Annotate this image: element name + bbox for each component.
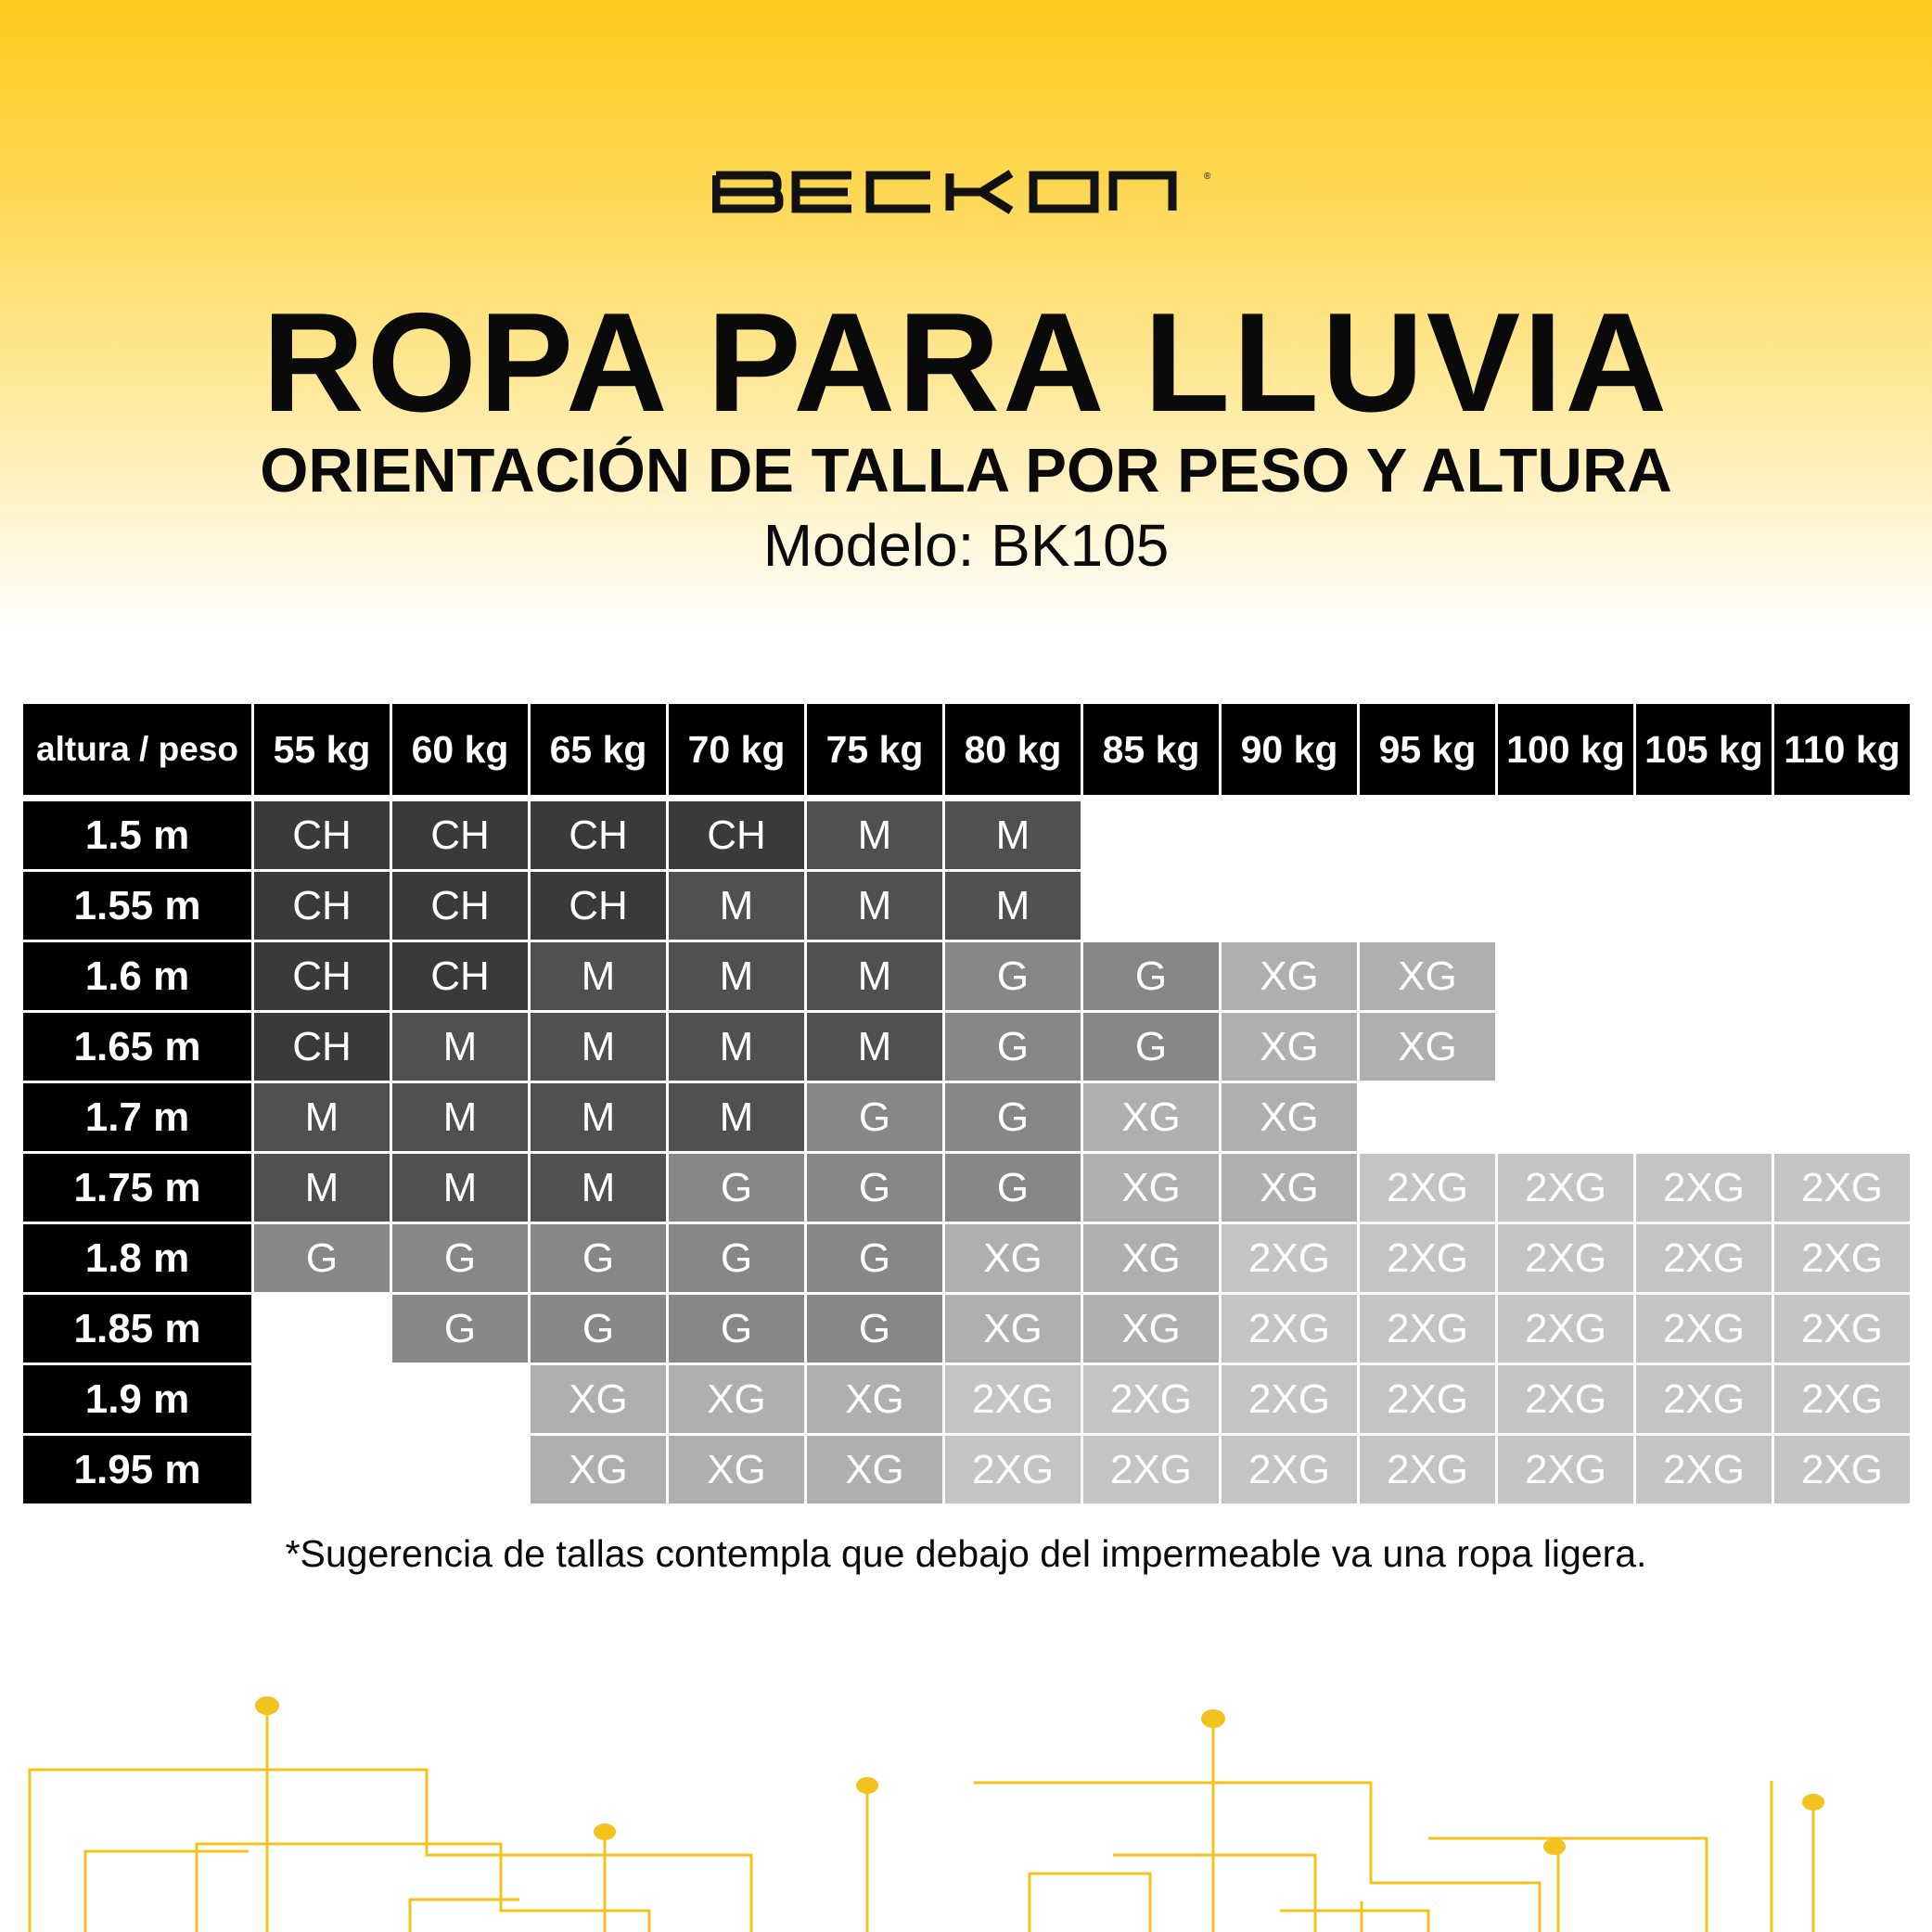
size-cell: M bbox=[531, 1154, 666, 1222]
empty-cell bbox=[254, 1295, 390, 1363]
weight-header: 105 kg bbox=[1636, 704, 1772, 795]
size-cell: XG bbox=[1222, 1083, 1357, 1151]
size-row bbox=[23, 1154, 1910, 1222]
size-cell: M bbox=[531, 1083, 666, 1151]
size-cell: G bbox=[807, 1224, 942, 1292]
size-cell: XG bbox=[1222, 1013, 1357, 1081]
size-cell: 2XG bbox=[1360, 1365, 1495, 1433]
size-cell: 2XG bbox=[1636, 1295, 1772, 1363]
size-row bbox=[23, 1365, 1910, 1433]
size-cell: G bbox=[392, 1224, 528, 1292]
size-cell: 2XG bbox=[1774, 1154, 1910, 1222]
size-cell: G bbox=[807, 1154, 942, 1222]
size-cell: M bbox=[392, 1083, 528, 1151]
size-cell: XG bbox=[1083, 1083, 1219, 1151]
empty-cell bbox=[1774, 1083, 1910, 1151]
weight-header: 55 kg bbox=[254, 704, 390, 795]
empty-cell bbox=[1774, 942, 1910, 1010]
empty-cell bbox=[1636, 801, 1772, 869]
empty-cell bbox=[1222, 872, 1357, 940]
size-cell: 2XG bbox=[1222, 1295, 1357, 1363]
size-cell: CH bbox=[392, 942, 528, 1010]
size-chart-table bbox=[20, 701, 1913, 1506]
size-cell: XG bbox=[1222, 942, 1357, 1010]
size-row bbox=[23, 1013, 1910, 1081]
circuit-decoration bbox=[0, 1670, 1932, 1932]
empty-cell bbox=[1774, 872, 1910, 940]
size-cell: CH bbox=[669, 801, 804, 869]
weight-header: 95 kg bbox=[1360, 704, 1495, 795]
size-cell: 2XG bbox=[1222, 1436, 1357, 1503]
height-label: 1.5 m bbox=[23, 801, 251, 869]
size-cell: M bbox=[669, 872, 804, 940]
size-cell: G bbox=[669, 1295, 804, 1363]
size-cell: M bbox=[531, 942, 666, 1010]
size-cell: 2XG bbox=[945, 1436, 1081, 1503]
size-cell: 2XG bbox=[1222, 1224, 1357, 1292]
empty-cell bbox=[254, 1436, 390, 1503]
empty-cell bbox=[1083, 872, 1219, 940]
weight-header: 65 kg bbox=[531, 704, 666, 795]
weight-header: 60 kg bbox=[392, 704, 528, 795]
size-cell: CH bbox=[254, 801, 390, 869]
size-cell: 2XG bbox=[1498, 1154, 1633, 1222]
size-cell: CH bbox=[254, 872, 390, 940]
size-cell: G bbox=[669, 1154, 804, 1222]
size-cell: CH bbox=[531, 872, 666, 940]
size-cell: 2XG bbox=[1360, 1154, 1495, 1222]
height-label: 1.7 m bbox=[23, 1083, 251, 1151]
height-label: 1.9 m bbox=[23, 1365, 251, 1433]
size-cell: M bbox=[254, 1083, 390, 1151]
height-label: 1.6 m bbox=[23, 942, 251, 1010]
size-cell: XG bbox=[1083, 1224, 1219, 1292]
size-cell: XG bbox=[669, 1436, 804, 1503]
empty-cell bbox=[1498, 1013, 1633, 1081]
empty-cell bbox=[1636, 942, 1772, 1010]
size-cell: 2XG bbox=[1636, 1154, 1772, 1222]
size-cell: 2XG bbox=[1498, 1295, 1633, 1363]
size-cell: 2XG bbox=[1083, 1436, 1219, 1503]
size-cell: G bbox=[669, 1224, 804, 1292]
empty-cell bbox=[1360, 801, 1495, 869]
weight-header: 90 kg bbox=[1222, 704, 1357, 795]
size-cell: 2XG bbox=[1360, 1436, 1495, 1503]
size-cell: 2XG bbox=[1774, 1224, 1910, 1292]
weight-header: 80 kg bbox=[945, 704, 1081, 795]
size-cell: M bbox=[254, 1154, 390, 1222]
weight-header: 100 kg bbox=[1498, 704, 1633, 795]
size-cell: XG bbox=[945, 1295, 1081, 1363]
size-cell: 2XG bbox=[1774, 1295, 1910, 1363]
empty-cell bbox=[1498, 801, 1633, 869]
size-cell: XG bbox=[945, 1224, 1081, 1292]
size-cell: G bbox=[1083, 942, 1219, 1010]
weight-header: 75 kg bbox=[807, 704, 942, 795]
size-cell: 2XG bbox=[1636, 1224, 1772, 1292]
size-cell: 2XG bbox=[1083, 1365, 1219, 1433]
size-cell: XG bbox=[1083, 1154, 1219, 1222]
size-cell: G bbox=[531, 1295, 666, 1363]
size-row bbox=[23, 872, 1910, 940]
size-cell: 2XG bbox=[1498, 1365, 1633, 1433]
beckon-logo bbox=[712, 170, 1218, 214]
size-cell: XG bbox=[669, 1365, 804, 1433]
size-cell: 2XG bbox=[1222, 1365, 1357, 1433]
size-row bbox=[23, 1436, 1910, 1503]
size-cell: G bbox=[945, 942, 1081, 1010]
size-cell: XG bbox=[1083, 1295, 1219, 1363]
empty-cell bbox=[1498, 1083, 1633, 1151]
size-cell: M bbox=[669, 1083, 804, 1151]
size-cell: 2XG bbox=[1360, 1224, 1495, 1292]
empty-cell bbox=[1498, 942, 1633, 1010]
size-cell: XG bbox=[1360, 1013, 1495, 1081]
size-cell: G bbox=[807, 1295, 942, 1363]
empty-cell bbox=[1222, 801, 1357, 869]
size-cell: G bbox=[807, 1083, 942, 1151]
empty-cell bbox=[1636, 1083, 1772, 1151]
height-label: 1.75 m bbox=[23, 1154, 251, 1222]
height-label: 1.65 m bbox=[23, 1013, 251, 1081]
size-cell: M bbox=[531, 1013, 666, 1081]
empty-cell bbox=[392, 1365, 528, 1433]
size-cell: XG bbox=[1360, 942, 1495, 1010]
corner-header: altura / peso bbox=[23, 704, 251, 795]
size-cell: 2XG bbox=[1498, 1436, 1633, 1503]
size-row bbox=[23, 942, 1910, 1010]
empty-cell bbox=[392, 1436, 528, 1503]
empty-cell bbox=[1083, 801, 1219, 869]
size-row bbox=[23, 1083, 1910, 1151]
weight-header: 85 kg bbox=[1083, 704, 1219, 795]
size-cell: G bbox=[945, 1083, 1081, 1151]
size-cell: CH bbox=[392, 872, 528, 940]
size-row bbox=[23, 801, 1910, 869]
empty-cell bbox=[1360, 1083, 1495, 1151]
svg-text:®: ® bbox=[1204, 172, 1211, 182]
size-cell: CH bbox=[392, 801, 528, 869]
size-cell: M bbox=[807, 872, 942, 940]
size-row bbox=[23, 1295, 1910, 1363]
size-cell: XG bbox=[531, 1436, 666, 1503]
size-cell: G bbox=[392, 1295, 528, 1363]
height-label: 1.55 m bbox=[23, 872, 251, 940]
weight-header: 110 kg bbox=[1774, 704, 1910, 795]
size-cell: G bbox=[945, 1154, 1081, 1222]
footnote: *Sugerencia de tallas contempla que debajo del impermeable va una ropa ligera. bbox=[285, 1532, 1647, 1575]
size-cell: M bbox=[669, 942, 804, 1010]
size-cell: XG bbox=[807, 1365, 942, 1433]
empty-cell bbox=[1636, 1013, 1772, 1081]
size-cell: CH bbox=[254, 942, 390, 1010]
height-label: 1.85 m bbox=[23, 1295, 251, 1363]
size-cell: CH bbox=[254, 1013, 390, 1081]
size-cell: CH bbox=[531, 801, 666, 869]
size-cell: 2XG bbox=[1774, 1436, 1910, 1503]
size-cell: M bbox=[945, 801, 1081, 869]
size-cell: M bbox=[807, 942, 942, 1010]
size-cell: 2XG bbox=[1774, 1365, 1910, 1433]
size-cell: G bbox=[531, 1224, 666, 1292]
size-cell: G bbox=[1083, 1013, 1219, 1081]
size-cell: M bbox=[392, 1013, 528, 1081]
page-title: ROPA PARA LLUVIA bbox=[262, 284, 1670, 441]
size-cell: XG bbox=[1222, 1154, 1357, 1222]
size-row bbox=[23, 1224, 1910, 1292]
size-cell: 2XG bbox=[1498, 1224, 1633, 1292]
size-cell: G bbox=[254, 1224, 390, 1292]
empty-cell bbox=[1636, 872, 1772, 940]
size-cell: M bbox=[945, 872, 1081, 940]
empty-cell bbox=[254, 1365, 390, 1433]
size-chart-header-row bbox=[23, 704, 1910, 795]
size-cell: 2XG bbox=[1636, 1436, 1772, 1503]
size-cell: 2XG bbox=[1360, 1295, 1495, 1363]
size-cell: M bbox=[669, 1013, 804, 1081]
empty-cell bbox=[1498, 872, 1633, 940]
size-cell: M bbox=[807, 1013, 942, 1081]
size-cell: G bbox=[945, 1013, 1081, 1081]
size-cell: XG bbox=[531, 1365, 666, 1433]
page-subtitle: ORIENTACIÓN DE TALLA POR PESO Y ALTURA bbox=[260, 436, 1672, 505]
size-cell: 2XG bbox=[1636, 1365, 1772, 1433]
size-cell: 2XG bbox=[945, 1365, 1081, 1433]
size-cell: M bbox=[392, 1154, 528, 1222]
model-label: Modelo: BK105 bbox=[762, 512, 1170, 579]
empty-cell bbox=[1774, 801, 1910, 869]
size-cell: XG bbox=[807, 1436, 942, 1503]
height-label: 1.8 m bbox=[23, 1224, 251, 1292]
empty-cell bbox=[1360, 872, 1495, 940]
empty-cell bbox=[1774, 1013, 1910, 1081]
size-cell: M bbox=[807, 801, 942, 869]
height-label: 1.95 m bbox=[23, 1436, 251, 1503]
weight-header: 70 kg bbox=[669, 704, 804, 795]
